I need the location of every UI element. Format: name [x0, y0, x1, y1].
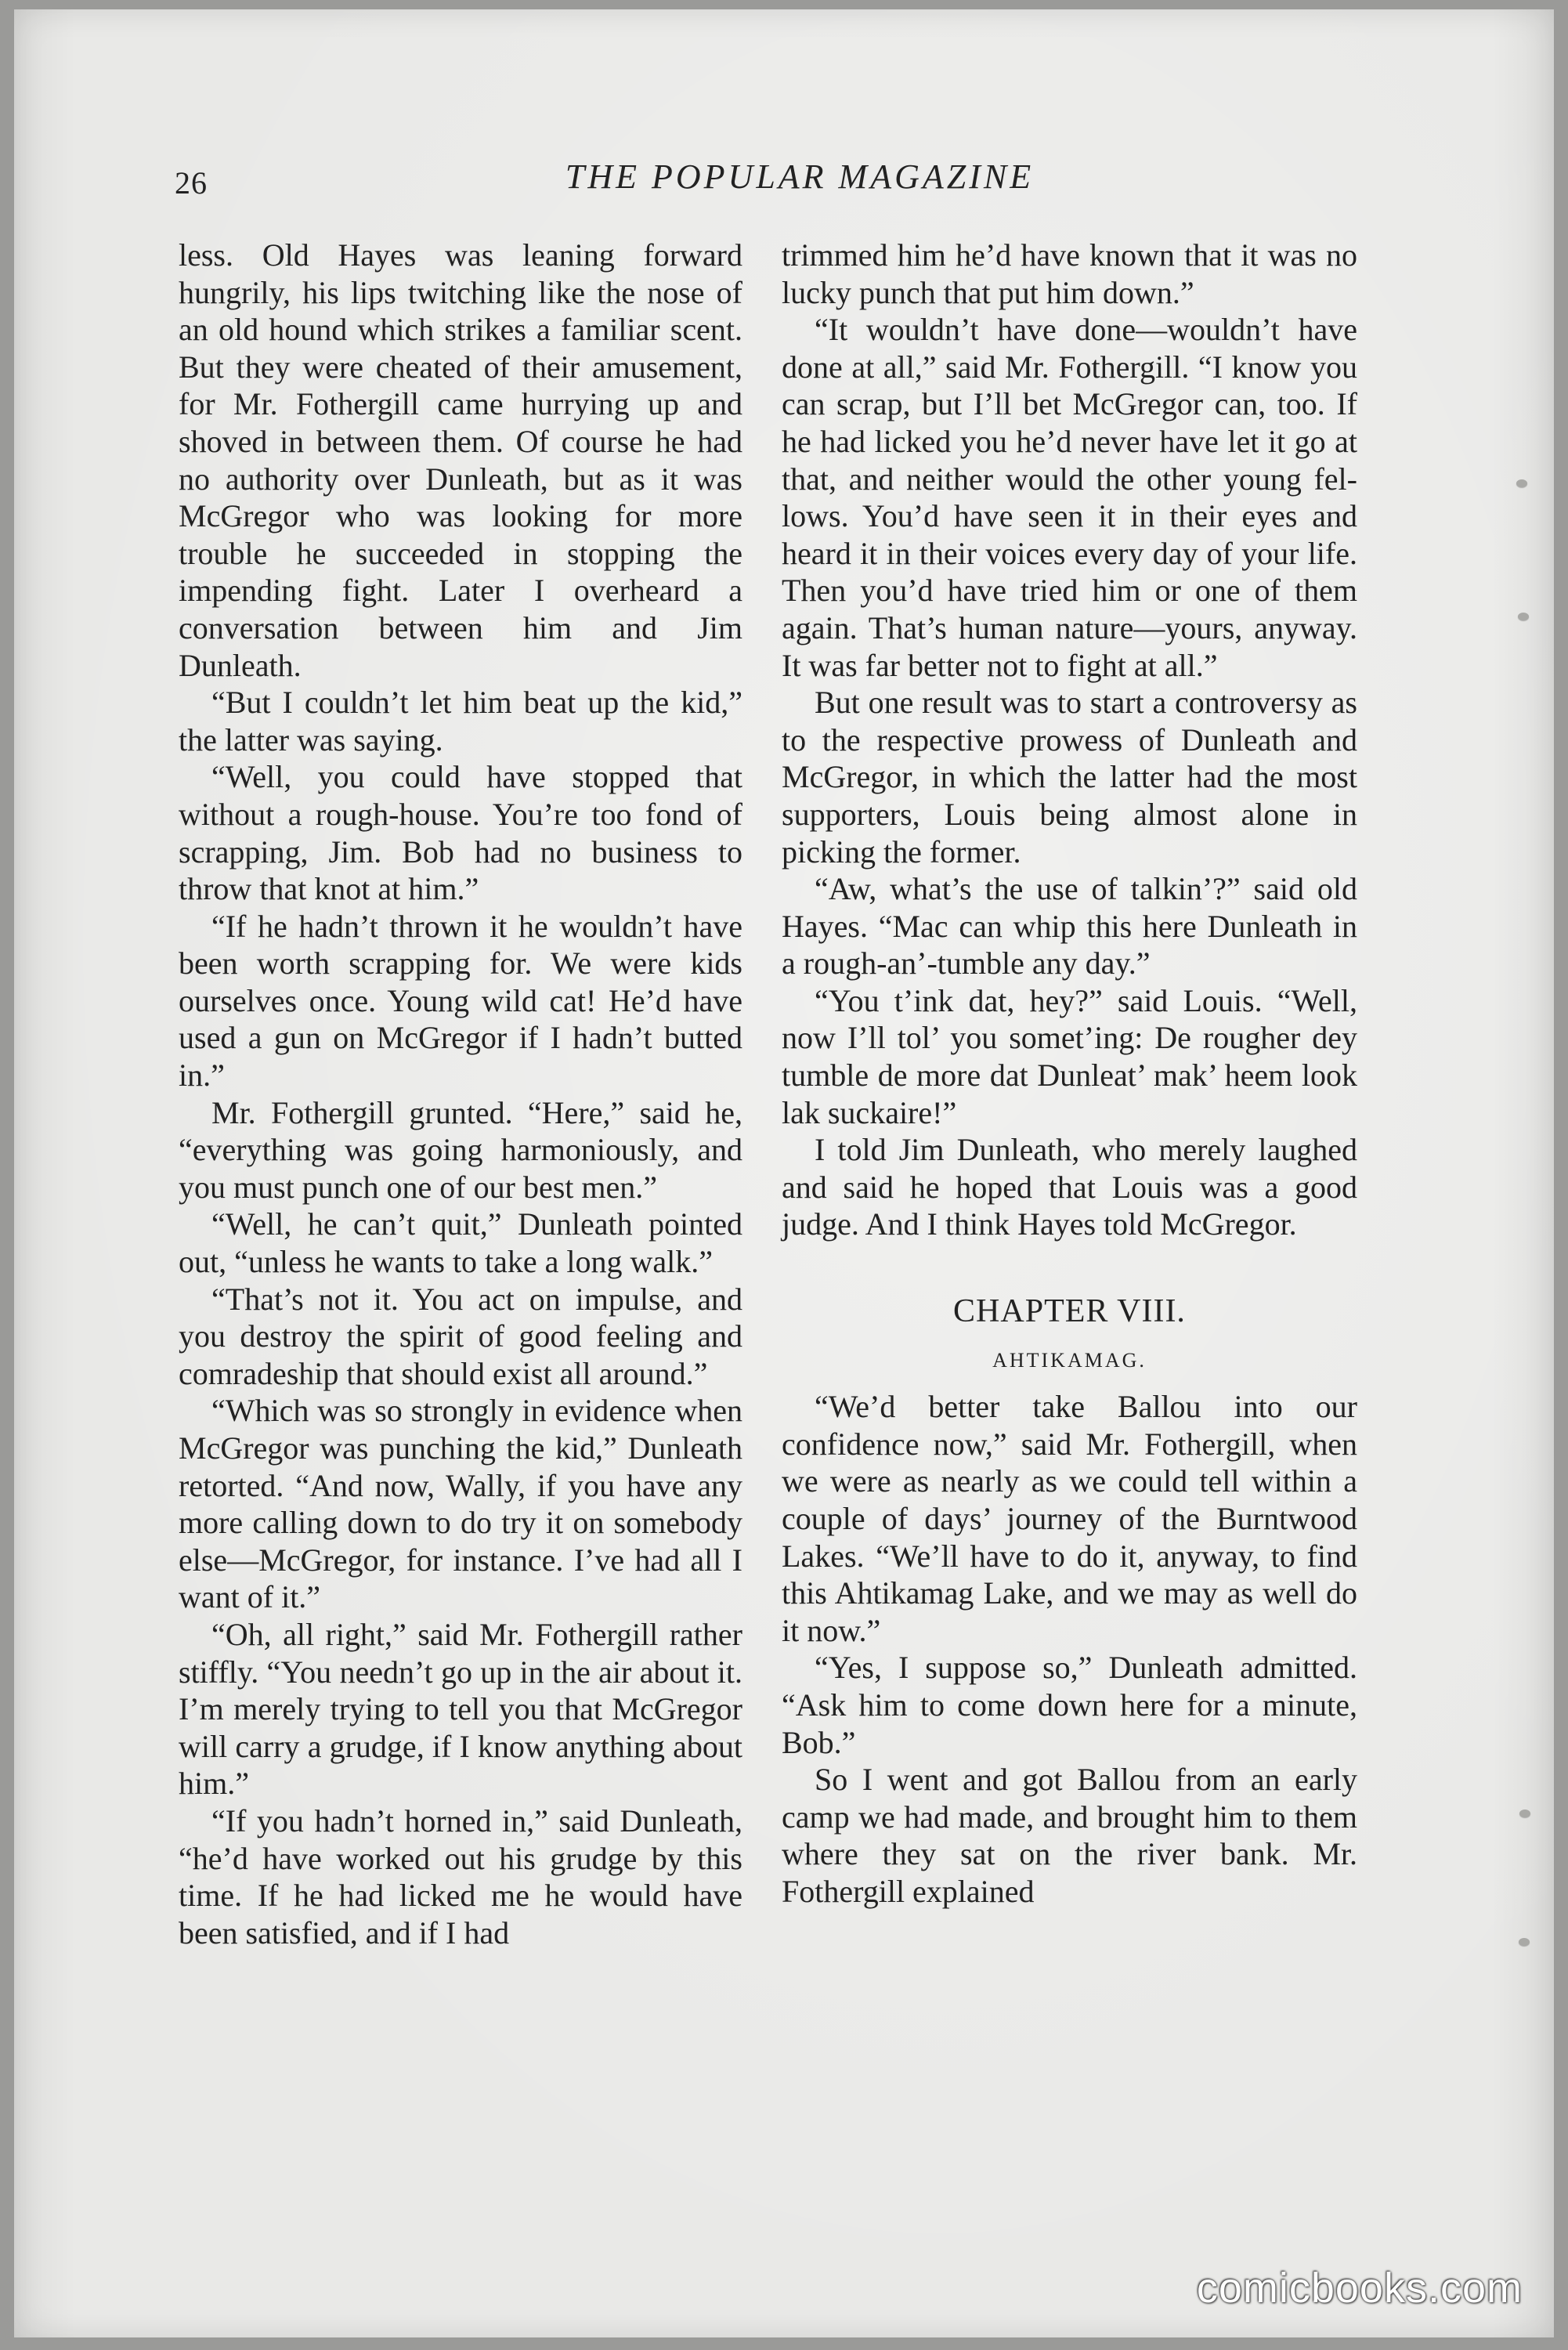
magazine-page — [14, 9, 1554, 2337]
paragraph: “You t’ink dat, hey?” said Louis. “Well, now I’ll tol’ you somet’ing: De rougher dey tumble de more dat Dunleat’ mak’ heem look lak suckaire!” — [782, 982, 1357, 1130]
paragraph: “Aw, what’s the use of talkin’?” said old Hayes. “Mac can whip this here Dunleath in a rough-an’-tumble any day.” — [782, 871, 1357, 982]
right-column — [782, 237, 1357, 1911]
paragraph: “If you hadn’t horned in,” said Dunleath, “he’d have worked out his grudge by this time. If he had licked me he would have been satisfied, and if I had — [179, 1802, 742, 1950]
paragraph: So I went and got Ballou from an early camp we had made, and brought him to them where they sat on the river bank. Mr. Fothergill explained — [782, 1762, 1357, 1909]
paragraph: trimmed him he’d have known that it was no lucky punch that put him down.” — [782, 237, 1357, 310]
paragraph: “Which was so strongly in evidence when McGregor was punching the kid,” Dunleath retorted. “And now, Wally, if you have any more calling down to do try it on somebody else—McGregor, for instance. I’ve had all I want of it.” — [179, 1393, 742, 1615]
staple-hole-mark — [1516, 479, 1527, 487]
staple-hole-mark — [1518, 613, 1529, 620]
paragraph: Mr. Fothergill grunted. “Here,” said he, “everything was going harmoniously, and you must punch one of our best men.” — [179, 1094, 742, 1205]
paragraph: less. Old Hayes was leaning forward hungrily, his lips twitching like the nose of an old hound which strikes a familiar scent. But they were cheated of their amusement, for Mr. Fothergill came hurrying up and shoved in between them. Of course he had no authority over Dunleath, but as it was McGregor who was looking for more trouble he succeeded in stopping the impending fight. Later I overheard a conversation between him and Jim Dunleath. — [179, 237, 742, 683]
page-number: 26 — [175, 165, 208, 201]
paragraph: “Well, you could have stopped that without a rough-house. You’re too fond of scrapping, Jim. Bob had no business to throw that knot at him.” — [179, 759, 742, 907]
paragraph: “Yes, I suppose so,” Dunleath admitted. “Ask him to come down here for a minute, Bob.” — [782, 1650, 1357, 1760]
paragraph: “If he hadn’t thrown it he wouldn’t have been worth scrapping for. We were kids ourselves once. Young wild cat! He’d have used a gun on McGregor if I hadn’t butted in.” — [179, 908, 742, 1094]
source-watermark: comicbooks.com — [1196, 2265, 1523, 2312]
running-head: THE POPULAR MAGAZINE — [565, 157, 1035, 196]
paragraph: “We’d better take Ballou into our confidence now,” said Mr. Fothergill, when we were as nearly as we could tell within a couple of days’ journey of the Burntwood Lakes. “We’ll have to do it, anyway, to find this Ahtikamag Lake, and we may as well do it now.” — [782, 1389, 1357, 1648]
staple-hole-mark — [1519, 1938, 1530, 1946]
paragraph: “Well, he can’t quit,” Dunleath pointed out, “unless he wants to take a long walk.” — [179, 1206, 742, 1280]
paragraph: “It wouldn’t have done—wouldn’t have done at all,” said Mr. Fothergill. “I know you can scrap, but I’ll bet McGregor can, too. If he had licked you he’d never have let it go at that, and neither would the other young fellows. You’d have seen it in their eyes and heard it in their voices every day of your life. Then you’d have tried him or one of them again. That’s human nature—yours, anyway. It was far better not to fight at all.” — [782, 312, 1357, 683]
paragraph: “Oh, all right,” said Mr. Fothergill rather stiffly. “You needn’t go up in the air about it. I’m merely trying to tell you that McGregor will carry a grudge, if I know anything about him.” — [179, 1616, 742, 1802]
paragraph: “That’s not it. You act on impulse, and you destroy the spirit of good feeling and comradeship that should exist all around.” — [179, 1281, 742, 1391]
left-column — [179, 237, 742, 1951]
paragraph: But one result was to start a controversy as to the respective prowess of Dunleath and McGregor, in which the latter had the most supporters, Louis being almost alone in picking the former. — [782, 685, 1357, 870]
chapter-subheading: AHTIKAMAG. — [992, 1348, 1147, 1372]
staple-hole-mark — [1519, 1810, 1530, 1817]
paragraph: “But I couldn’t let him beat up the kid,” the latter was saying. — [179, 685, 742, 757]
chapter-heading: CHAPTER VIII. — [953, 1293, 1186, 1330]
paragraph: I told Jim Dunleath, who merely laughed and said he hoped that Louis was a good judge. And I think Hayes told McGregor. — [782, 1132, 1357, 1242]
